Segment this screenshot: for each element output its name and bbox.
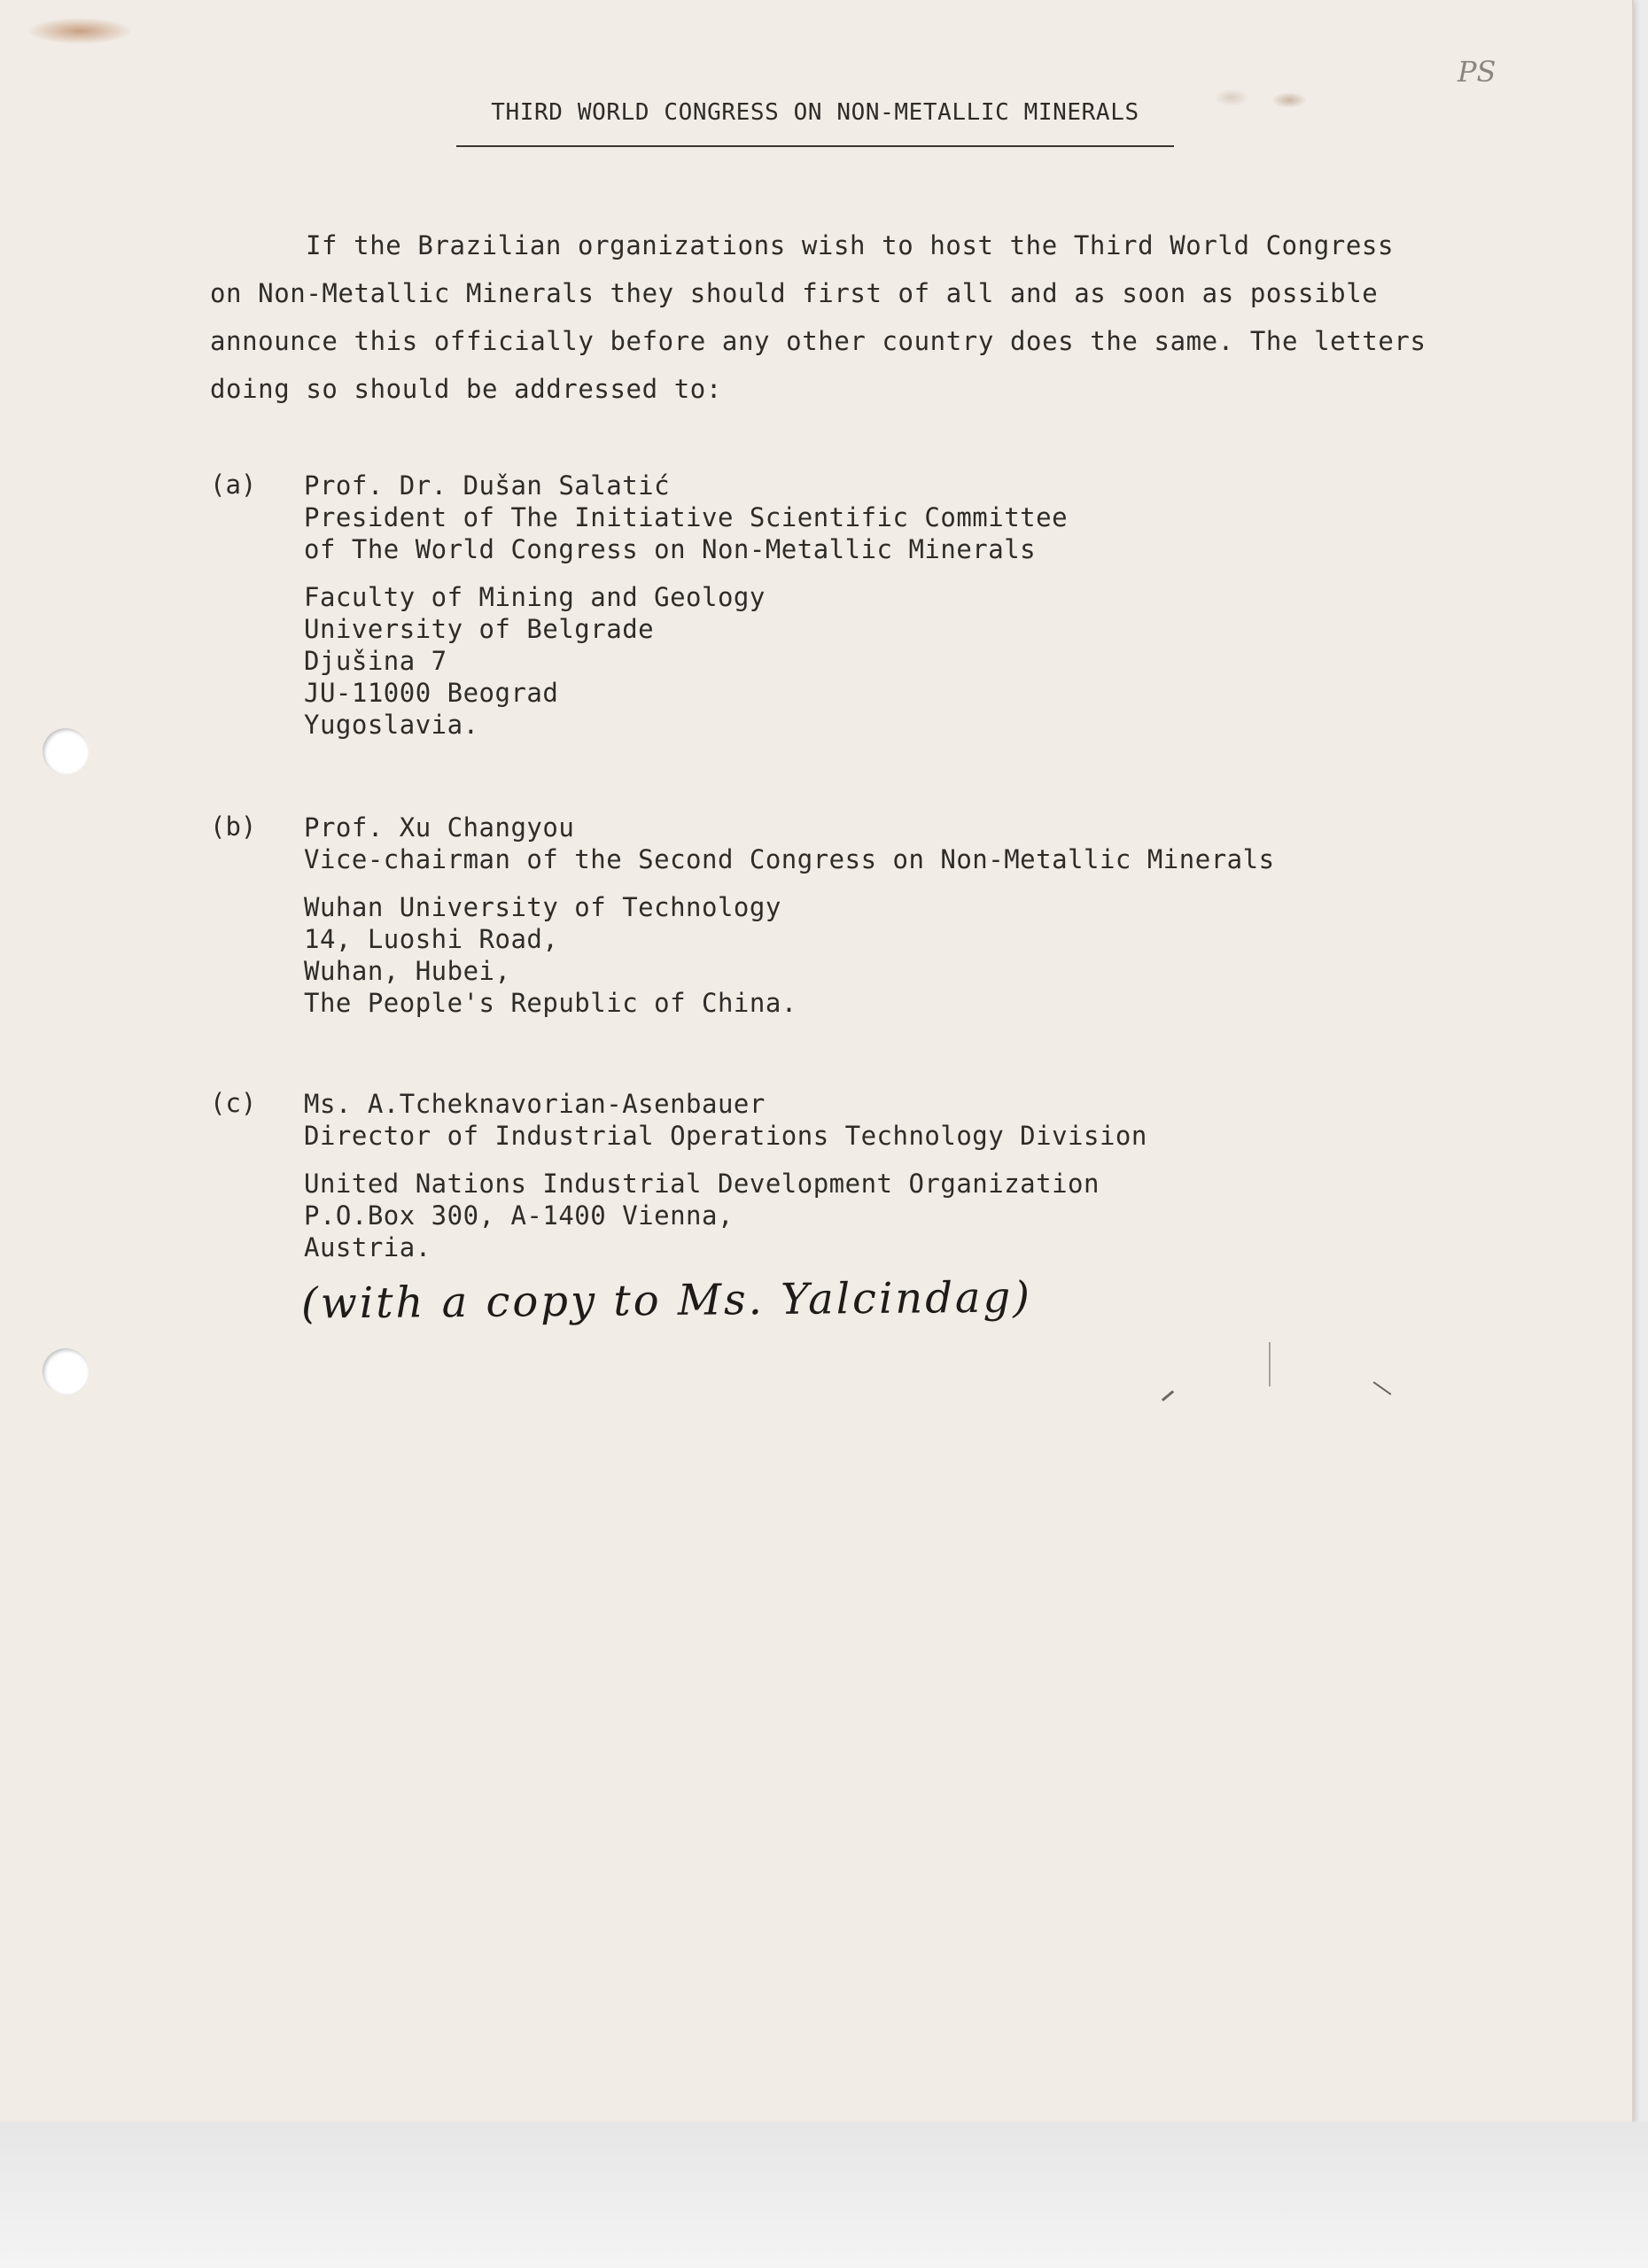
corner-initials: PS: [1458, 55, 1496, 89]
address-line: Yugoslavia.: [304, 710, 479, 740]
intro-line: on Non-Metallic Minerals they should first of all and as soon as possible: [210, 278, 1379, 308]
rust-stain: [1214, 89, 1249, 106]
address-line: 14, Luoshi Road,: [304, 924, 559, 954]
addressee-label-b: (b): [210, 812, 257, 842]
punch-hole-upper: [43, 728, 89, 774]
addressee-a: [304, 470, 1068, 741]
address-line: JU-11000 Beograd: [304, 678, 559, 708]
intro-line: If the Brazilian organizations wish to host the Third World Congress: [306, 230, 1395, 260]
rust-stain: [27, 18, 133, 44]
addressee-label-a: (a): [210, 470, 257, 500]
address-line: P.O.Box 300, A-1400 Vienna,: [304, 1200, 734, 1231]
address-line: United Nations Industrial Development Organization: [304, 1169, 1100, 1199]
address-line: Wuhan, Hubei,: [304, 956, 511, 986]
pen-tick-mark: [1162, 1390, 1174, 1402]
intro-line: doing so should be addressed to:: [210, 374, 722, 404]
address-line: Director of Industrial Operations Technology Division: [304, 1121, 1147, 1151]
pen-tick-mark: [1373, 1381, 1392, 1394]
address-line: Wuhan University of Technology: [304, 892, 781, 922]
address-line: Prof. Xu Changyou: [304, 812, 575, 843]
pen-tick-mark: [1269, 1342, 1271, 1386]
address-line: Vice-chairman of the Second Congress on Non-Metallic Minerals: [304, 844, 1275, 874]
address-line: of The World Congress on Non-Metallic Minerals: [304, 534, 1037, 564]
addressee-b: [304, 812, 1275, 1019]
address-line: President of The Initiative Scientific Committee: [304, 502, 1069, 532]
scanner-background: [0, 2122, 1648, 2268]
address-line: Austria.: [304, 1232, 431, 1262]
rust-stain: [1271, 92, 1307, 108]
address-line: The People's Republic of China.: [304, 988, 797, 1018]
address-line: Faculty of Mining and Geology: [304, 582, 766, 612]
title-underline: [456, 145, 1174, 147]
addressee-c: [304, 1088, 1147, 1263]
intro-line: announce this officially before any other country does the same. The letters: [210, 326, 1426, 356]
address-line: Prof. Dr. Dušan Salatić: [304, 470, 671, 501]
handwritten-note: (with a copy to Ms. Yalcindag): [300, 1272, 1033, 1329]
address-line: Djušina 7: [304, 646, 447, 676]
document-title: THIRD WORLD CONGRESS ON NON-METALLIC MINERALS: [491, 99, 1139, 126]
address-line: Ms. A.Tcheknavorian-Asenbauer: [304, 1089, 766, 1119]
addressee-label-c: (c): [210, 1088, 257, 1118]
punch-hole-lower: [43, 1348, 89, 1394]
address-line: University of Belgrade: [304, 614, 655, 644]
